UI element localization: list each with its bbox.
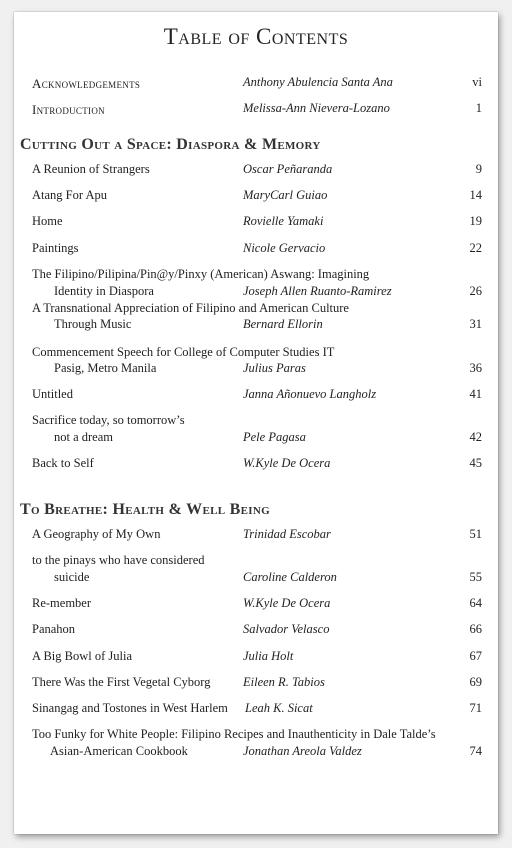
toc-entry-page: 19 xyxy=(469,214,482,228)
toc-entry-title-cont: not a dream xyxy=(54,430,114,444)
toc-entry-author: Pele Pagasa xyxy=(243,430,306,444)
toc-page xyxy=(14,12,498,834)
toc-entry-title: Untitled xyxy=(32,387,73,401)
toc-entry-page: 36 xyxy=(469,361,482,375)
toc-entry-title: Panahon xyxy=(32,622,76,636)
toc-entry-author: Melissa-Ann Nievera-Lozano xyxy=(243,101,390,115)
toc-entry-page: 51 xyxy=(469,527,482,541)
toc-entry-author: W.Kyle De Ocera xyxy=(243,596,331,610)
toc-entry-author: Julius Paras xyxy=(243,361,306,375)
toc-entry-title: A Big Bowl of Julia xyxy=(32,649,133,663)
toc-entry-author: Jonathan Areola Valdez xyxy=(243,744,362,758)
toc-entry-title: There Was the First Vegetal Cyborg xyxy=(32,675,211,689)
toc-entry-title: Too Funky for White People: Filipino Recipes and Inauthenticity in Dale Talde’s xyxy=(32,727,436,741)
toc-entry-title: Re-member xyxy=(32,596,92,610)
toc-entry-title: Acknowledgements xyxy=(32,76,141,91)
toc-entry-author: Julia Holt xyxy=(243,649,294,663)
toc-entry-page: 26 xyxy=(469,284,482,298)
page-title: Table of Contents xyxy=(163,24,349,49)
toc-entry-author: W.Kyle De Ocera xyxy=(243,456,331,470)
toc-entry-title: Home xyxy=(32,214,63,228)
toc-entry-title-cont: Through Music xyxy=(54,317,132,331)
toc-entry-page: 9 xyxy=(475,162,482,176)
toc-entry-title: Paintings xyxy=(32,241,79,255)
toc-entry-title: to the pinays who have considered xyxy=(32,553,205,567)
toc-entry-page: 55 xyxy=(469,570,482,584)
section-heading: To Breathe: Health & Well Being xyxy=(20,501,270,518)
toc-entry-author: MaryCarl Guiao xyxy=(243,188,328,202)
toc-entry-title-cont: Pasig, Metro Manila xyxy=(54,361,157,375)
toc-entry-author: Caroline Calderon xyxy=(243,570,337,584)
toc-entry-page: 67 xyxy=(469,649,482,663)
toc-entry-author: Bernard Ellorin xyxy=(243,317,323,331)
toc-entry-page: 42 xyxy=(469,430,482,444)
toc-entry-author: Rovielle Yamaki xyxy=(243,214,324,228)
toc-entry-title-cont: Identity in Diaspora xyxy=(54,284,154,298)
toc-entry-title: Atang For Apu xyxy=(32,188,107,202)
toc-entry-page: 74 xyxy=(469,744,482,758)
toc-entry-author: Anthony Abulencia Santa Ana xyxy=(243,75,393,89)
toc-entry-author: Leah K. Sicat xyxy=(245,701,313,715)
toc-entry-page: 45 xyxy=(469,456,482,470)
toc-entry-author: Eileen R. Tabios xyxy=(243,675,325,689)
toc-entry-author: Trinidad Escobar xyxy=(243,527,331,541)
toc-entry-title: A Reunion of Strangers xyxy=(32,162,150,176)
toc-entry-page: 1 xyxy=(475,101,482,115)
toc-entry-author: Joseph Allen Ruanto-Ramirez xyxy=(243,284,392,298)
toc-entry-page: 64 xyxy=(469,596,482,610)
toc-entry-page: vi xyxy=(472,75,482,89)
toc-entry-page: 66 xyxy=(469,622,482,636)
toc-entry-page: 31 xyxy=(469,317,482,331)
toc-entry-title: A Transnational Appreciation of Filipino and American Culture xyxy=(32,301,349,315)
toc-entry-title: The Filipino/Pilipina/Pin@y/Pinxy (American) Aswang: Imagining xyxy=(32,267,370,281)
toc-entry-title-cont: suicide xyxy=(54,570,90,584)
toc-entry-title-cont: Asian-American Cookbook xyxy=(50,744,188,758)
toc-entry-title: A Geography of My Own xyxy=(32,527,161,541)
toc-entry-page: 71 xyxy=(469,701,482,715)
toc-entry-author: Salvador Velasco xyxy=(243,622,330,636)
toc-entry-title: Back to Self xyxy=(32,456,94,470)
toc-entry-page: 22 xyxy=(469,241,482,255)
toc-entry-author: Nicole Gervacio xyxy=(243,241,326,255)
toc-entry-page: 14 xyxy=(469,188,482,202)
toc-entry-title: Sacrifice today, so tomorrow’s xyxy=(32,413,185,427)
section-heading: Cutting Out a Space: Diaspora & Memory xyxy=(20,136,321,153)
toc-entry-title: Commencement Speech for College of Computer Studies IT xyxy=(32,345,335,359)
toc-entry-author: Oscar Peñaranda xyxy=(243,162,333,176)
toc-entry-author: Janna Añonuevo Langholz xyxy=(243,387,377,401)
toc-entry-title: Sinangag and Tostones in West Harlem xyxy=(32,701,228,715)
toc-entry-page: 69 xyxy=(469,675,482,689)
toc-entry-title: Introduction xyxy=(32,102,105,117)
toc-entry-page: 41 xyxy=(469,387,482,401)
